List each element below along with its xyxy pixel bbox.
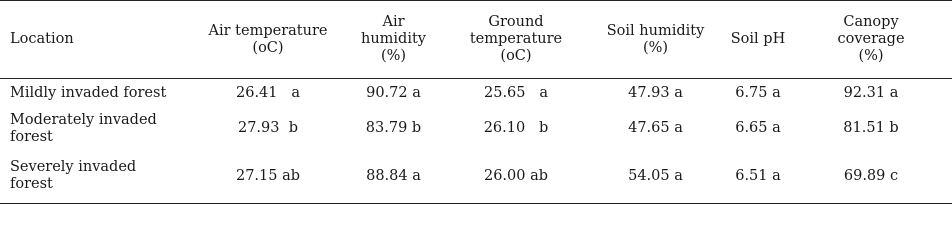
cell-canopy-coverage: 81.51 b bbox=[843, 120, 899, 136]
header-row bbox=[0, 1, 952, 79]
cell-air-humidity: 88.84 a bbox=[340, 150, 447, 204]
cell-location-text: Severely invaded forest bbox=[10, 159, 137, 193]
cell-air-temperature: 27.93 b bbox=[237, 120, 298, 136]
cell-air-temperature: 27.15 ab bbox=[196, 150, 340, 204]
header-ground-temperature bbox=[447, 1, 585, 79]
header-air-humidity-line1: Air bbox=[382, 14, 405, 30]
table-row bbox=[0, 150, 952, 204]
cell-soil-ph: 6.51 a bbox=[726, 150, 790, 204]
header-canopy-coverage-line3: (%) bbox=[858, 48, 884, 64]
cell-air-humidity: 90.72 a bbox=[366, 84, 421, 101]
header-soil-ph bbox=[726, 1, 790, 79]
header-ground-temperature-line1: Ground bbox=[488, 14, 544, 30]
cell-soil-ph: 6.65 a bbox=[735, 120, 781, 136]
cell-ground-temperature: 26.10 b bbox=[483, 120, 549, 136]
header-ground-temperature-line3: (oC) bbox=[500, 48, 532, 64]
header-air-humidity-line3: (%) bbox=[380, 48, 407, 64]
header-soil-ph-line1: Soil pH bbox=[730, 31, 786, 47]
table-row bbox=[0, 108, 952, 150]
cell-air-temperature: 26.41 a bbox=[236, 84, 300, 101]
cell-air-humidity: 83.79 b bbox=[365, 120, 422, 136]
cell-location bbox=[0, 108, 196, 150]
table-row bbox=[0, 79, 952, 108]
table-body bbox=[0, 79, 952, 204]
header-canopy-coverage-line1: Canopy bbox=[843, 14, 899, 30]
header-soil-humidity bbox=[585, 1, 726, 79]
header-air-humidity bbox=[340, 1, 447, 79]
header-canopy-coverage bbox=[790, 1, 952, 79]
cell-location bbox=[0, 79, 196, 108]
header-ground-temperature-line2: temperature bbox=[469, 31, 563, 47]
cell-soil-humidity: 47.65 a bbox=[628, 120, 683, 136]
cell-soil-humidity: 47.93 a bbox=[628, 84, 683, 101]
header-soil-humidity-line1: Soil humidity bbox=[606, 22, 705, 39]
header-soil-humidity-line2: (%) bbox=[642, 39, 669, 56]
cell-location-text: Mildly invaded forest bbox=[10, 84, 167, 101]
cell-canopy-coverage: 92.31 a bbox=[843, 84, 899, 101]
cell-soil-ph: 6.75 a bbox=[735, 84, 781, 101]
cell-location bbox=[0, 150, 196, 204]
cell-location-text: Moderately invaded forest bbox=[10, 111, 157, 145]
header-canopy-coverage-line2: coverage bbox=[837, 31, 905, 47]
cell-canopy-coverage: 69.89 c bbox=[790, 150, 952, 204]
header-location-text: Location bbox=[10, 31, 74, 47]
header-location bbox=[0, 1, 196, 79]
header-air-temperature bbox=[196, 1, 340, 79]
header-air-temperature-line1: Air temperature bbox=[208, 22, 328, 39]
cell-ground-temperature: 25.65 a bbox=[484, 84, 548, 101]
cell-ground-temperature: 26.00 ab bbox=[447, 150, 585, 204]
header-air-humidity-line2: humidity bbox=[360, 31, 426, 47]
cell-soil-humidity: 54.05 a bbox=[585, 150, 726, 204]
table-header bbox=[0, 1, 952, 79]
header-air-temperature-line2: (oC) bbox=[252, 39, 284, 56]
